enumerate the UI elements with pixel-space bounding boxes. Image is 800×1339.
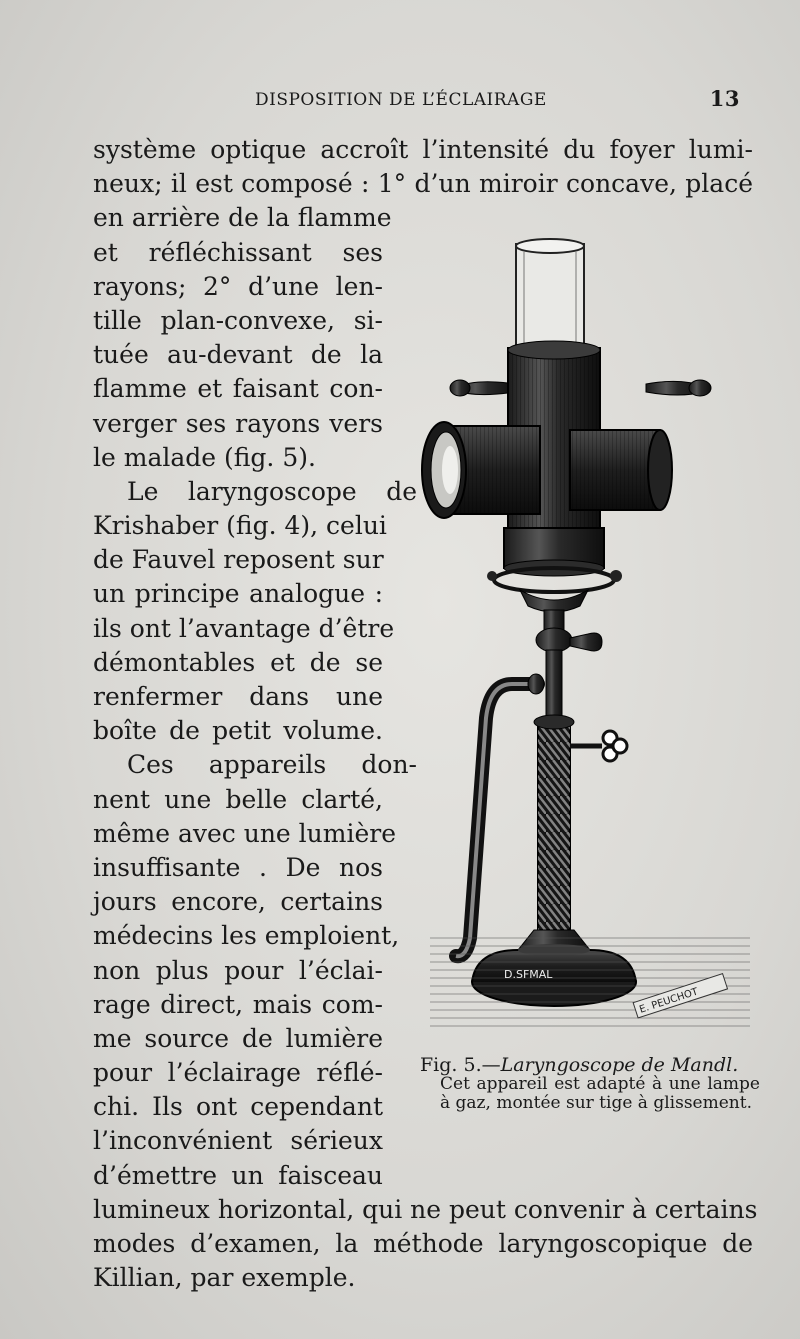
text-line: Ces appareils don- <box>127 750 417 780</box>
text-line: nent une belle clarté, <box>93 784 383 814</box>
text-line: un principe analogue : <box>93 579 383 609</box>
text-line: système optique accroît l’intensité du foyer lumi- <box>93 135 753 164</box>
running-title: DISPOSITION DE L’ÉCLAIRAGE <box>255 90 547 110</box>
text-line: le malade (fig. 5). <box>93 442 316 472</box>
text-line: non plus pour l’éclai- <box>93 955 383 985</box>
text-line: d’émettre un faisceau <box>93 1160 383 1190</box>
text-line: modes d’examen, la méthode laryngoscopique de <box>93 1229 753 1258</box>
text-line: médecins les emploient, <box>93 921 400 951</box>
text-line: Le laryngoscope de <box>127 476 417 506</box>
text-line: démontables et de se <box>93 647 383 677</box>
text-line: l’inconvénient sérieux <box>93 1126 383 1156</box>
text-line: Killian, par exemple. <box>93 1263 356 1293</box>
text-line: et réfléchissant ses <box>93 237 383 267</box>
engraver-signature-right: E. PEUCHOT <box>638 986 700 1016</box>
text-line: me source de lumière <box>93 1023 383 1053</box>
text-line: rage direct, mais com- <box>93 989 383 1019</box>
text-line: même avec une lumière <box>93 818 397 848</box>
text-line: verger ses rayons vers <box>93 408 383 438</box>
text-line: lumineux horizontal, qui ne peut convenir à certains <box>93 1194 758 1224</box>
text-line: neux; il est composé : 1° d’un miroir concave, placé <box>93 169 753 199</box>
text-line: chi. Ils ont cependant <box>93 1092 383 1122</box>
text-line: tille plan-convexe, si- <box>93 305 383 335</box>
engraver-signature-left: D.SFMAL <box>504 968 553 981</box>
text-line: de Fauvel reposent sur <box>93 545 384 575</box>
text-line: tuée au-devant de la <box>93 340 383 370</box>
text-line: Krishaber (fig. 4), celui <box>93 511 387 541</box>
laryngoscope-illustration <box>420 238 760 1038</box>
caption-title: Laryngoscope de Mandl. <box>500 1054 739 1076</box>
text-line: boîte de petit volume. <box>93 716 383 746</box>
figure-caption <box>420 1056 760 1113</box>
text-line: renfermer dans une <box>93 682 383 711</box>
page-number: 13 <box>709 86 740 111</box>
caption-label: Fig. 5.— <box>420 1054 501 1076</box>
caption-text: Cet appareil est adapté à une lampe à gaz, montée sur tige à glissement. <box>440 1074 760 1113</box>
text-line: en arrière de la flamme <box>93 203 392 233</box>
text-line: ils ont l’avantage d’être <box>93 613 395 643</box>
laryngoscope-engraving <box>420 238 760 1038</box>
text-line: rayons; 2° d’une len- <box>93 271 383 301</box>
text-line: pour l’éclairage réflé- <box>93 1058 383 1088</box>
caption-heading <box>420 1056 760 1075</box>
text-line: jours encore, certains <box>93 887 383 917</box>
text-line: flamme et faisant con- <box>93 374 383 404</box>
text-line: insuffisante . De nos <box>93 852 383 882</box>
